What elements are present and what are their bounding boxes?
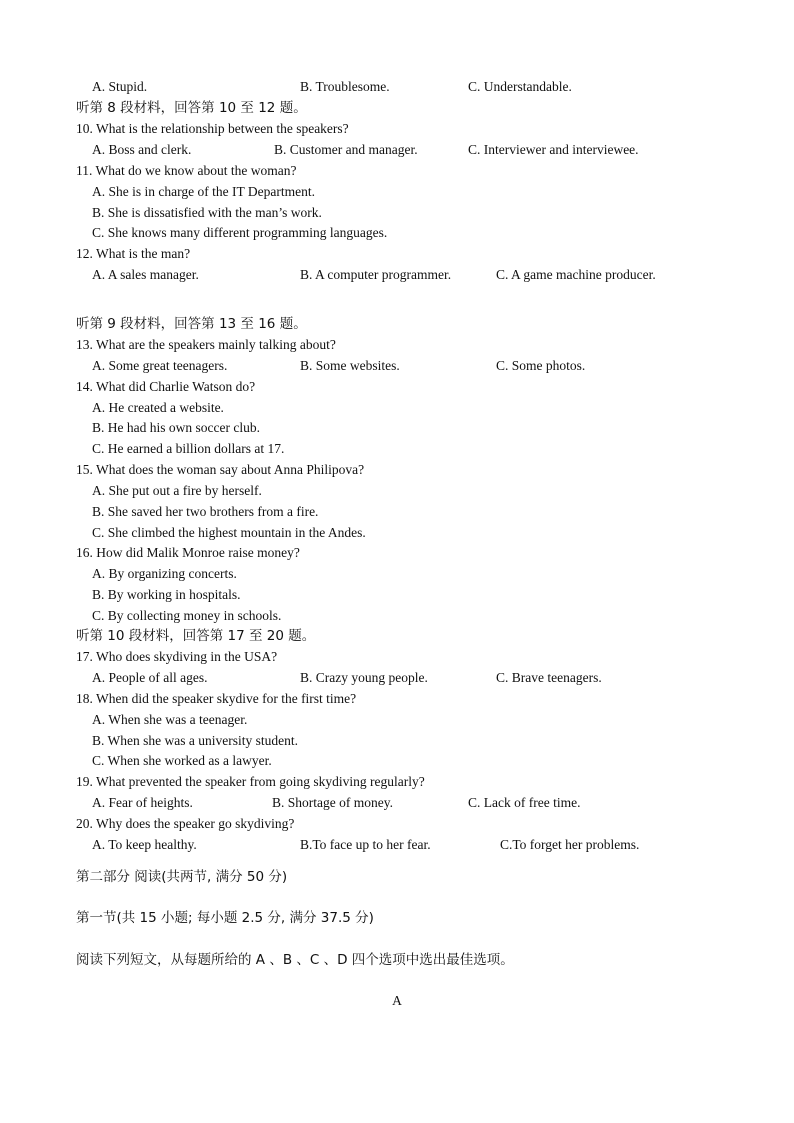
subsection-title: 第一节(共 15 小题; 每小题 2.5 分, 满分 37.5 分) <box>76 910 374 926</box>
option-a: A. By organizing concerts. <box>92 566 237 581</box>
question-stem: 19. What prevented the speaker from going skydiving regularly? <box>76 774 425 789</box>
option-b: B.To face up to her fear. <box>300 837 431 852</box>
instruction-text: 阅读下列短文，从每题所给的 A 、B 、C 、D 四个选项中选出最佳选项。 <box>76 952 514 968</box>
option-c: C. Some photos. <box>496 358 586 373</box>
option-a: A. Stupid. <box>92 79 148 94</box>
option-a: A. She put out a fire by herself. <box>92 483 262 498</box>
question-stem: 15. What does the woman say about Anna Philipova? <box>76 462 365 477</box>
section-heading: 听第 9 段材料，回答第 13 至 16 题。 <box>76 316 307 332</box>
option-b: B. A computer programmer. <box>300 267 452 282</box>
option-c: C. She knows many different programming languages. <box>92 225 388 240</box>
question-stem: 13. What are the speakers mainly talking about? <box>76 337 336 352</box>
option-b: B. Some websites. <box>300 358 400 373</box>
option-b: B. Customer and manager. <box>274 142 418 157</box>
section-heading: 听第 10 段材料，回答第 17 至 20 题。 <box>76 628 316 644</box>
option-a: A. A sales manager. <box>92 267 199 282</box>
question-stem: 10. What is the relationship between the speakers? <box>76 121 349 136</box>
option-c: C. She climbed the highest mountain in the Andes. <box>92 525 366 540</box>
option-a: A. When she was a teenager. <box>92 712 248 727</box>
option-c: C. When she worked as a lawyer. <box>92 753 272 768</box>
option-b: B. By working in hospitals. <box>92 587 241 602</box>
question-stem: 12. What is the man? <box>76 246 191 261</box>
option-b: B. Crazy young people. <box>300 670 428 685</box>
option-b: B. When she was a university student. <box>92 733 298 748</box>
option-b: B. Troublesome. <box>300 79 390 94</box>
option-b: B. She saved her two brothers from a fire. <box>92 504 319 519</box>
option-a: A. Fear of heights. <box>92 795 193 810</box>
question-stem: 11. What do we know about the woman? <box>76 163 297 178</box>
question-stem: 17. Who does skydiving in the USA? <box>76 649 278 664</box>
option-b: B. Shortage of money. <box>272 795 393 810</box>
option-a: A. Boss and clerk. <box>92 142 192 157</box>
option-a: A. People of all ages. <box>92 670 208 685</box>
option-c: C. Brave teenagers. <box>496 670 602 685</box>
option-c: C. By collecting money in schools. <box>92 608 282 623</box>
option-a: A. To keep healthy. <box>92 837 197 852</box>
question-stem: 16. How did Malik Monroe raise money? <box>76 545 300 560</box>
option-a: A. She is in charge of the IT Department. <box>92 184 315 199</box>
question-stem: 20. Why does the speaker go skydiving? <box>76 816 295 831</box>
option-b: B. She is dissatisfied with the man’s work. <box>92 205 322 220</box>
option-c: C. Understandable. <box>468 79 572 94</box>
part-title: 第二部分 阅读(共两节, 满分 50 分) <box>76 869 288 885</box>
option-c: C. He earned a billion dollars at 17. <box>92 441 285 456</box>
option-a: A. He created a website. <box>92 400 224 415</box>
option-c: C. A game machine producer. <box>496 267 656 282</box>
section-heading: 听第 8 段材料，回答第 10 至 12 题。 <box>76 100 307 116</box>
passage-label: A <box>392 993 402 1008</box>
option-c: C. Lack of free time. <box>468 795 581 810</box>
option-c: C.To forget her problems. <box>500 837 640 852</box>
option-c: C. Interviewer and interviewee. <box>468 142 639 157</box>
option-a: A. Some great teenagers. <box>92 358 228 373</box>
question-stem: 18. When did the speaker skydive for the first time? <box>76 691 357 706</box>
question-stem: 14. What did Charlie Watson do? <box>76 379 256 394</box>
option-b: B. He had his own soccer club. <box>92 420 260 435</box>
